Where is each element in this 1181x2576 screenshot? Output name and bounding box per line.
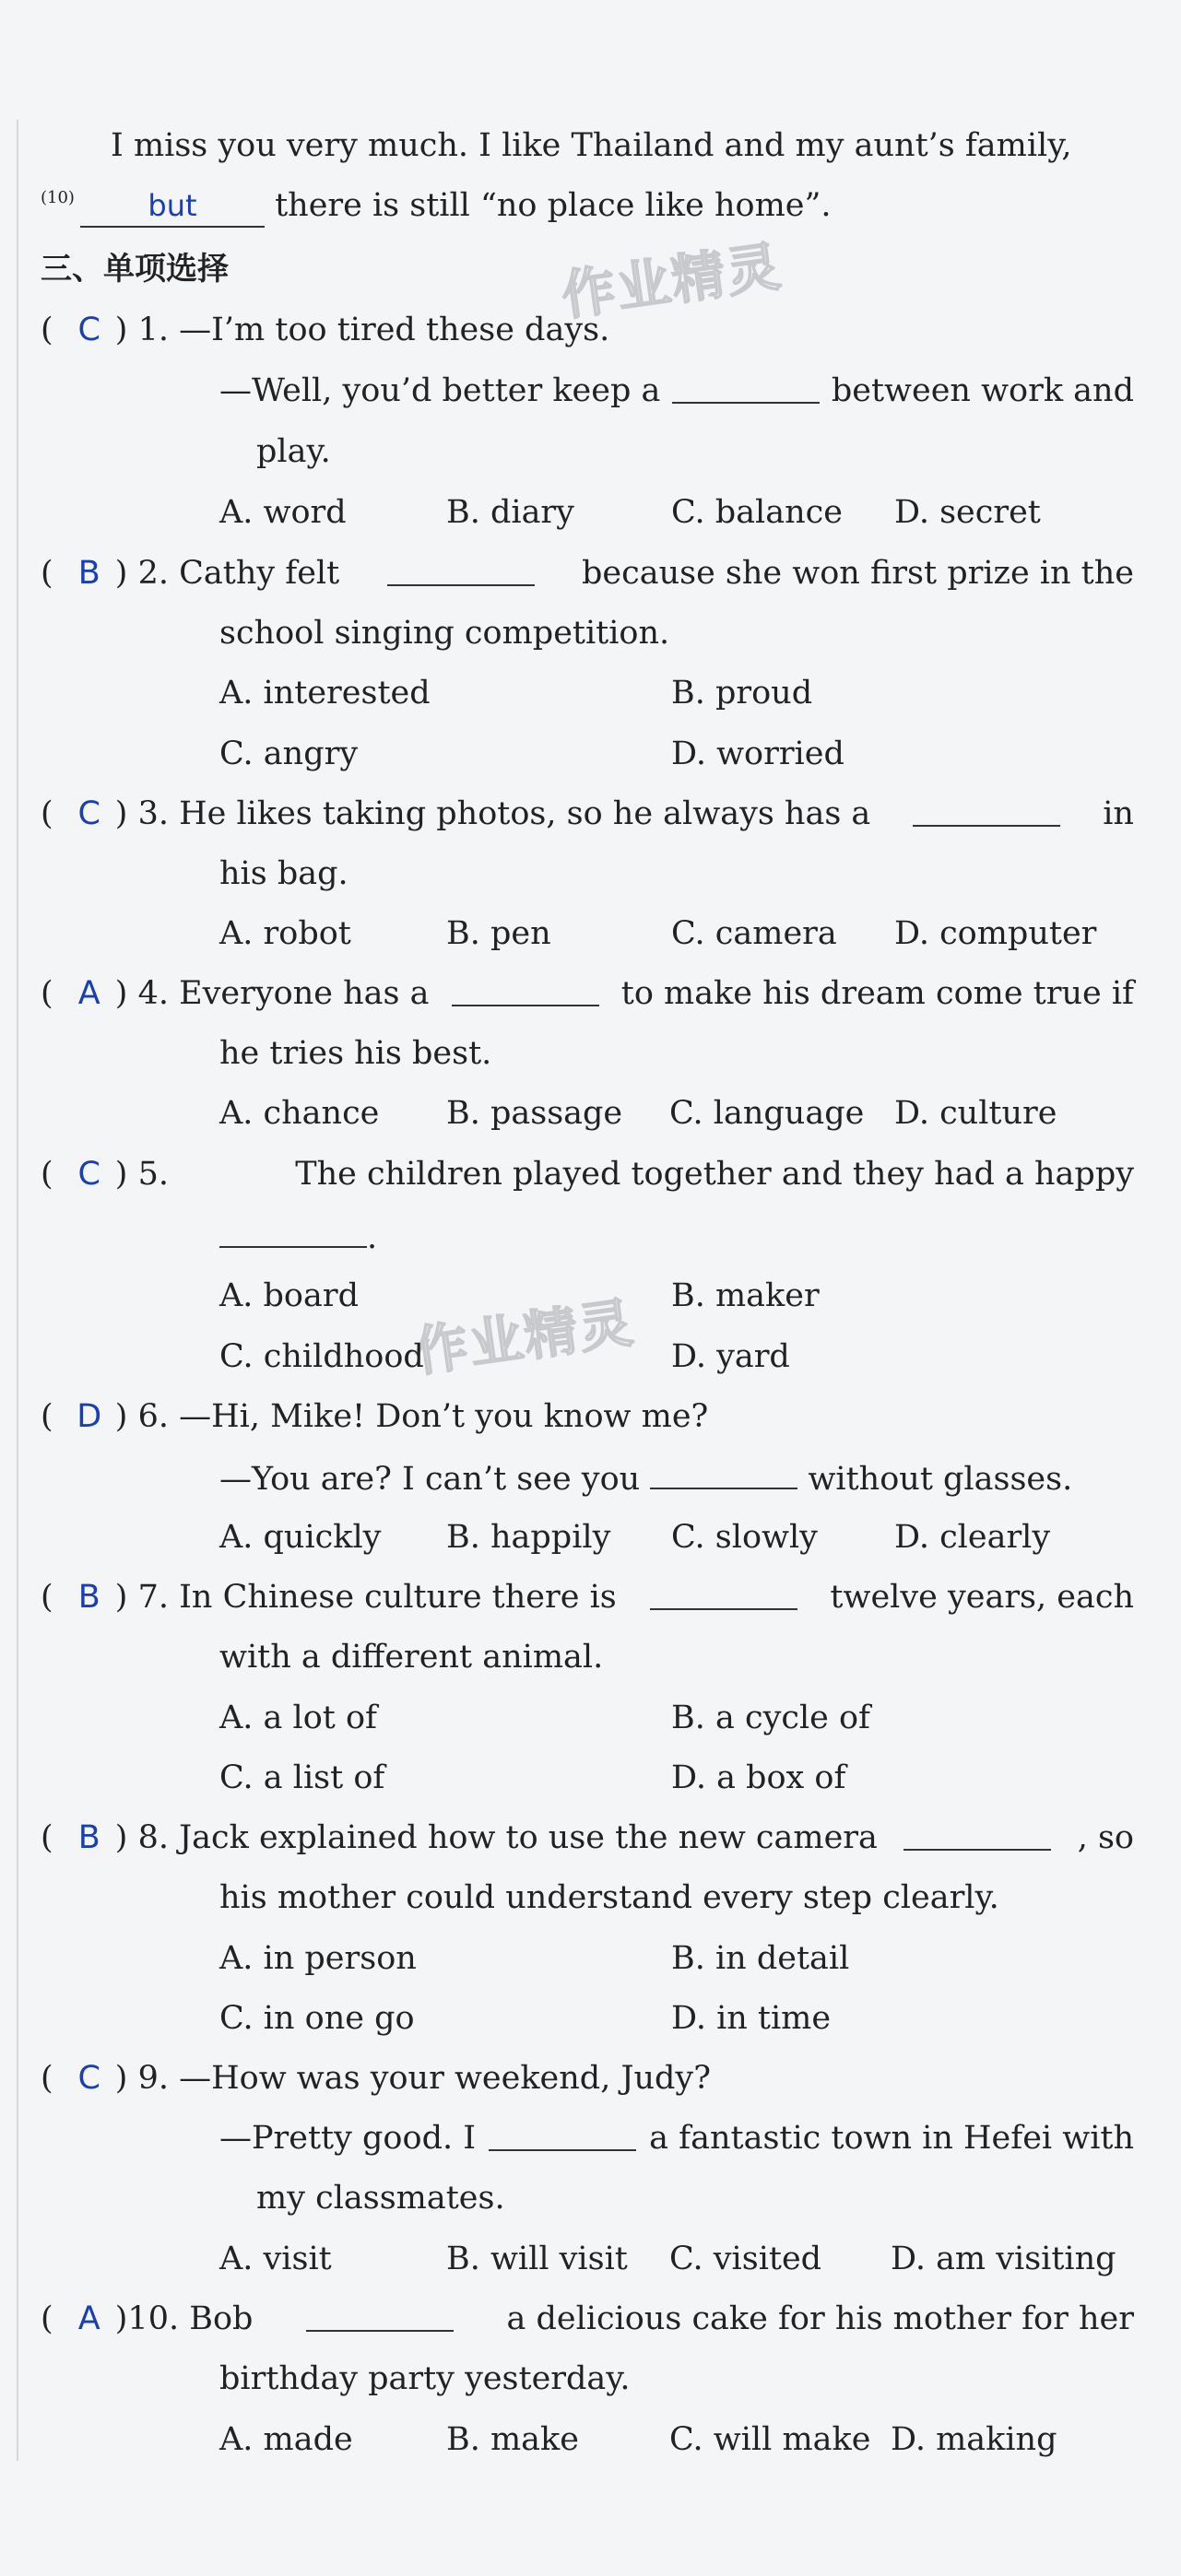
question-2: ( B ) 2. Cathy felt because she won first prize in the — [41, 555, 1134, 592]
option-c: C. in one go — [219, 2000, 415, 2037]
watermark: 作业精灵 — [558, 234, 786, 328]
option-d: D. culture — [894, 1095, 1057, 1132]
question-3: ( C ) 3. He likes taking photos, so he always has a in — [41, 795, 1134, 832]
question-4-line-2: he tries his best. — [219, 1035, 492, 1072]
answer-blank — [650, 1456, 797, 1489]
filled-blank: but — [80, 185, 265, 228]
question-2-line-2: school singing competition. — [219, 615, 670, 652]
option-a: A. a lot of — [219, 1700, 378, 1736]
answer-letter: C — [77, 1156, 100, 1193]
option-c: C. will make — [669, 2421, 871, 2458]
option-b: B. happily — [446, 1519, 611, 1556]
option-b: B. make — [446, 2421, 579, 2458]
option-d: D. making — [891, 2421, 1057, 2458]
answer-letter: D — [77, 1398, 102, 1435]
option-a: A. robot — [219, 915, 351, 952]
option-c: C. slowly — [671, 1519, 818, 1556]
answer-blank — [489, 2118, 636, 2151]
question-8: ( B ) 8. Jack explained how to use the new camera , so — [41, 1819, 1134, 1856]
question-1-line-3: play. — [256, 433, 331, 470]
option-b: B. pen — [446, 915, 551, 952]
answer-blank — [913, 794, 1060, 827]
option-b: B. will visit — [446, 2241, 628, 2277]
question-1: ( C ) 1. —I’m too tired these days. — [41, 312, 610, 348]
option-c: C. a list of — [219, 1759, 385, 1796]
option-a: A. in person — [219, 1940, 417, 1977]
option-b: B. maker — [671, 1277, 820, 1314]
option-a: A. made — [219, 2421, 353, 2458]
option-d: D. clearly — [894, 1519, 1051, 1556]
option-b: B. diary — [446, 494, 574, 531]
question-6-line-2: —You are? I can’t see you without glasses. — [219, 1456, 1072, 1500]
answer-letter: B — [77, 1579, 100, 1616]
answer-blank — [387, 553, 535, 586]
section-title: 三、单项选择 — [41, 251, 229, 288]
option-b: B. proud — [671, 675, 813, 712]
answer-blank — [219, 1215, 367, 1248]
question-10: ( A )10. Bob a delicious cake for his mother for her — [41, 2300, 1134, 2337]
option-d: D. secret — [894, 494, 1041, 531]
question-9: ( C ) 9. —How was your weekend, Judy? — [41, 2060, 711, 2097]
question-10-line-2: birthday party yesterday. — [219, 2360, 631, 2397]
option-d: D. in time — [671, 2000, 832, 2037]
question-1-line-2: —Well, you’d better keep a between work and — [219, 372, 1134, 409]
answer-letter: C — [77, 795, 100, 832]
option-c: C. balance — [671, 494, 843, 531]
option-d: D. a box of — [671, 1759, 846, 1796]
question-5-line-2: . — [219, 1215, 377, 1258]
option-a: A. board — [219, 1277, 360, 1314]
option-a: A. visit — [219, 2241, 332, 2277]
option-d: D. am visiting — [891, 2241, 1116, 2277]
margin-line — [17, 120, 18, 2461]
question-7-line-2: with a different animal. — [219, 1639, 604, 1676]
option-b: B. a cycle of — [671, 1700, 870, 1736]
answer-blank — [903, 1817, 1051, 1851]
option-c: C. camera — [671, 915, 837, 952]
answer-letter: A — [77, 2300, 100, 2337]
answer-letter: A — [77, 975, 100, 1012]
question-7: ( B ) 7. In Chinese culture there is twelve years, each — [41, 1579, 1134, 1616]
question-9-line-2: —Pretty good. I a fantastic town in Hefei with — [219, 2120, 1134, 2157]
answer-blank — [452, 973, 599, 1006]
answer-blank — [650, 1577, 797, 1610]
answer-letter: C — [77, 2060, 100, 2097]
option-a: A. interested — [219, 675, 431, 712]
option-c: C. visited — [669, 2241, 822, 2277]
question-9-line-3: my classmates. — [256, 2180, 505, 2217]
answer-letter: B — [77, 555, 100, 592]
option-d: D. yard — [671, 1338, 790, 1375]
option-a: A. chance — [219, 1095, 380, 1132]
option-d: D. computer — [894, 915, 1097, 952]
option-d: D. worried — [671, 735, 844, 772]
option-a: A. word — [219, 494, 347, 531]
question-3-line-2: his bag. — [219, 855, 348, 892]
question-8-line-2: his mother could understand every step clearly. — [219, 1879, 999, 1916]
answer-letter: B — [77, 1819, 100, 1856]
answer-blank — [672, 371, 820, 404]
option-a: A. quickly — [219, 1519, 382, 1556]
option-c: C. angry — [219, 735, 359, 772]
question-5: ( C ) 5. The children played together and they had a happy — [41, 1156, 1134, 1193]
watermark: 作业精灵 — [410, 1290, 639, 1384]
option-c: C. language — [669, 1095, 865, 1132]
passage-line-1: I miss you very much. I like Thailand and my aunt’s family, — [111, 127, 1072, 164]
blank-number: (10) — [41, 188, 75, 207]
question-4: ( A ) 4. Everyone has a to make his dream come true if — [41, 975, 1134, 1012]
option-c: C. childhood — [219, 1338, 424, 1375]
answer-letter: C — [77, 312, 100, 348]
option-b: B. passage — [446, 1095, 623, 1132]
answer-blank — [306, 2299, 454, 2332]
question-6: ( D ) 6. —Hi, Mike! Don’t you know me? — [41, 1398, 709, 1435]
passage-line-2: $^{(10)}$ but there is still “no place like home”. — [41, 185, 832, 231]
option-b: B. in detail — [671, 1940, 850, 1977]
